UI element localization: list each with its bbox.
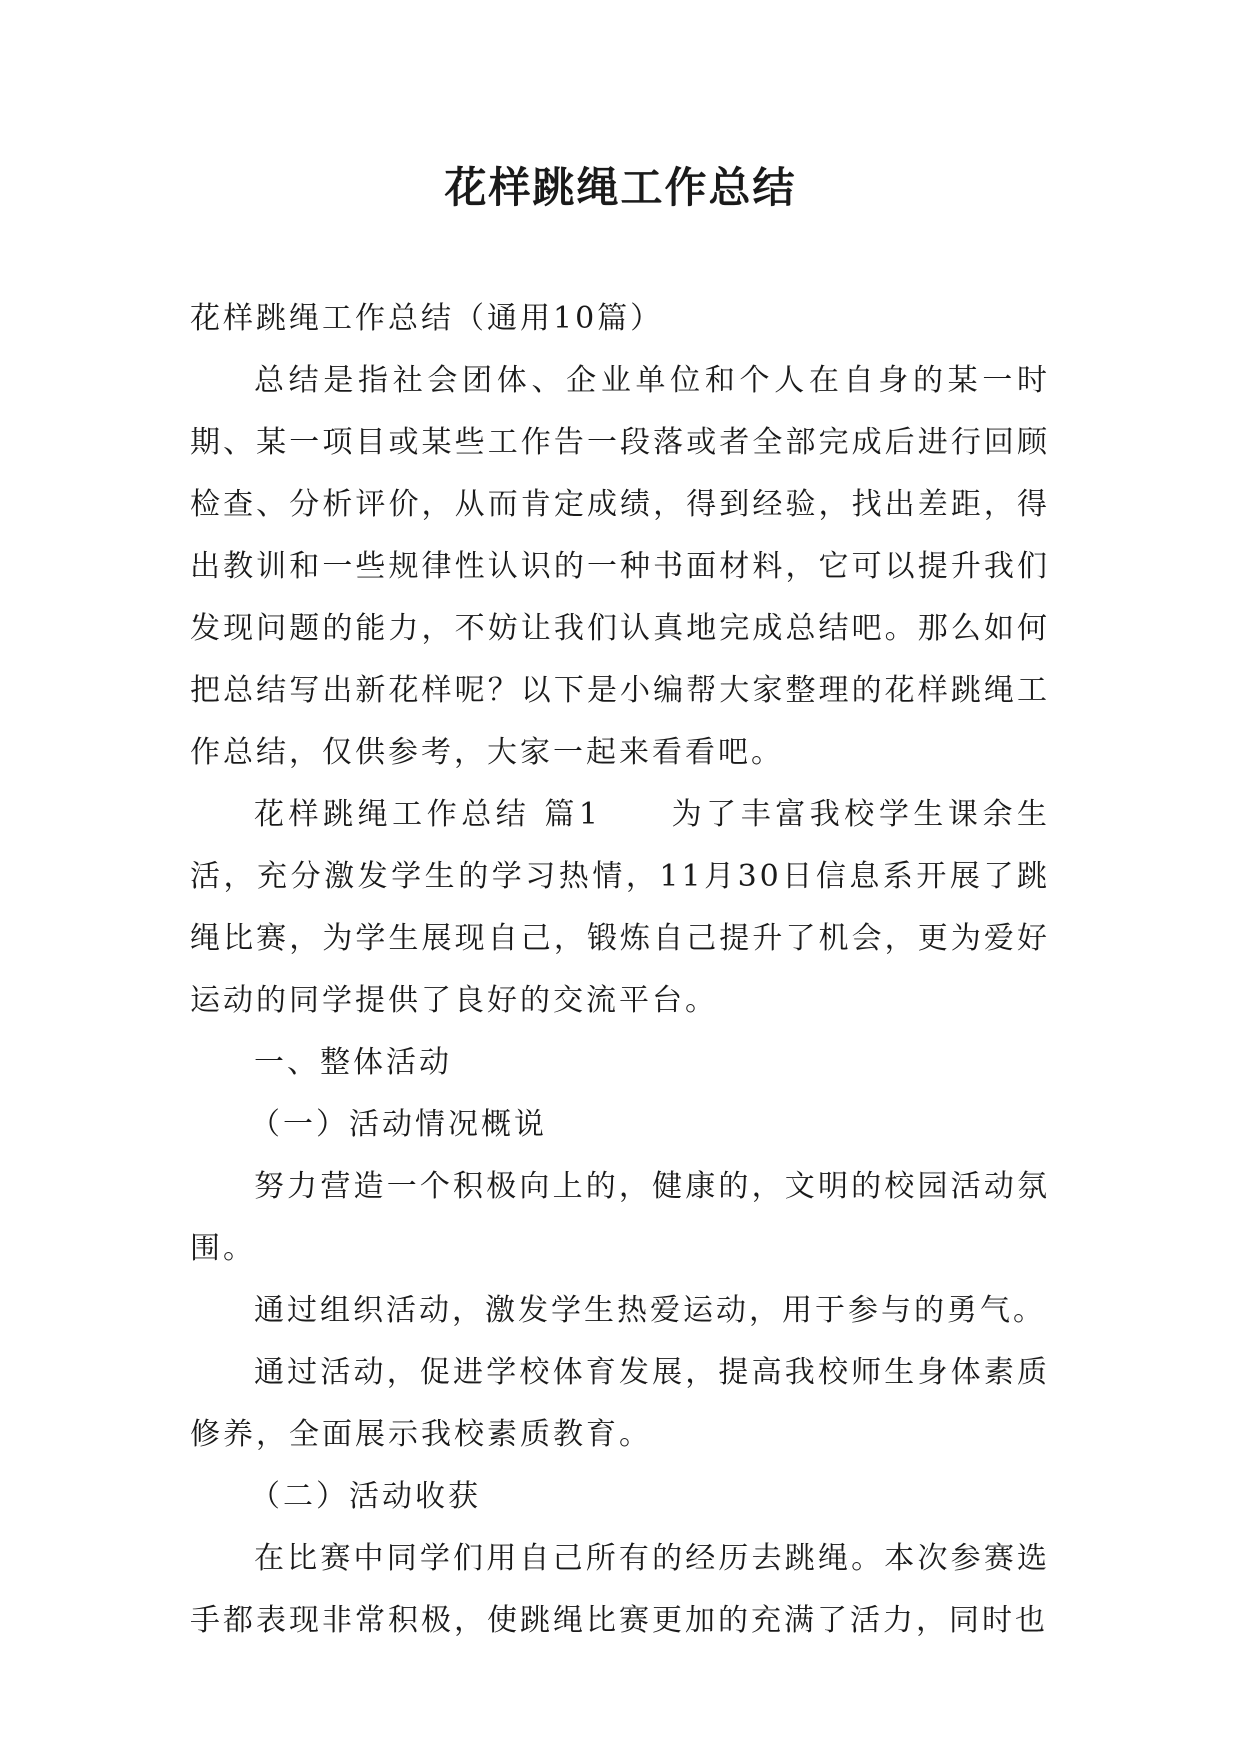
paragraph-gains: 在比赛中同学们用自己所有的经历去跳绳。本次参赛选手都表现非常积极，使跳绳比赛更加的充满了活力，同时也 — [190, 1541, 1050, 1638]
heading-activity-gains: （二）活动收获 — [250, 1479, 481, 1514]
heading-activity-overview: （一）活动情况概说 — [250, 1107, 547, 1142]
paragraph-atmosphere: 努力营造一个积极向上的，健康的，文明的校园活动氛围。 — [190, 1169, 1050, 1266]
document-title: 花样跳绳工作总结 — [444, 163, 797, 212]
paragraph-intro: 总结是指社会团体、企业单位和个人在自身的某一时期、某一项目或某些工作告一段落或者全部完成后进行回顾检查、分析评价，从而肯定成绩，得到经验，找出差距，得出教训和一些规律性认识的一种书面材料，它可以提升我们发现问题的能力，不妨让我们认真地完成总结吧。那么如何把总结写出新花样呢？以下是小编帮大家整理的花样跳绳工作总结，仅供参考，大家一起来看看吧。 — [190, 363, 1050, 770]
heading-overall-activity: 一、整体活动 — [254, 1045, 452, 1080]
document-body — [190, 288, 1050, 1652]
document-subtitle: 花样跳绳工作总结（通用10篇） — [190, 301, 664, 336]
paragraph-motivation: 通过组织活动，激发学生热爱运动，用于参与的勇气。 — [254, 1293, 1046, 1328]
paragraph-section-1: 花样跳绳工作总结 篇1 为了丰富我校学生课余生活，充分激发学生的学习热情，11月30日信息系开展了跳绳比赛，为学生展现自己，锻炼自己提升了机会，更为爱好运动的同学提供了良好的交流平台。 — [190, 797, 1050, 1018]
paragraph-development: 通过活动，促进学校体育发展，提高我校师生身体素质修养，全面展示我校素质教育。 — [190, 1355, 1050, 1452]
